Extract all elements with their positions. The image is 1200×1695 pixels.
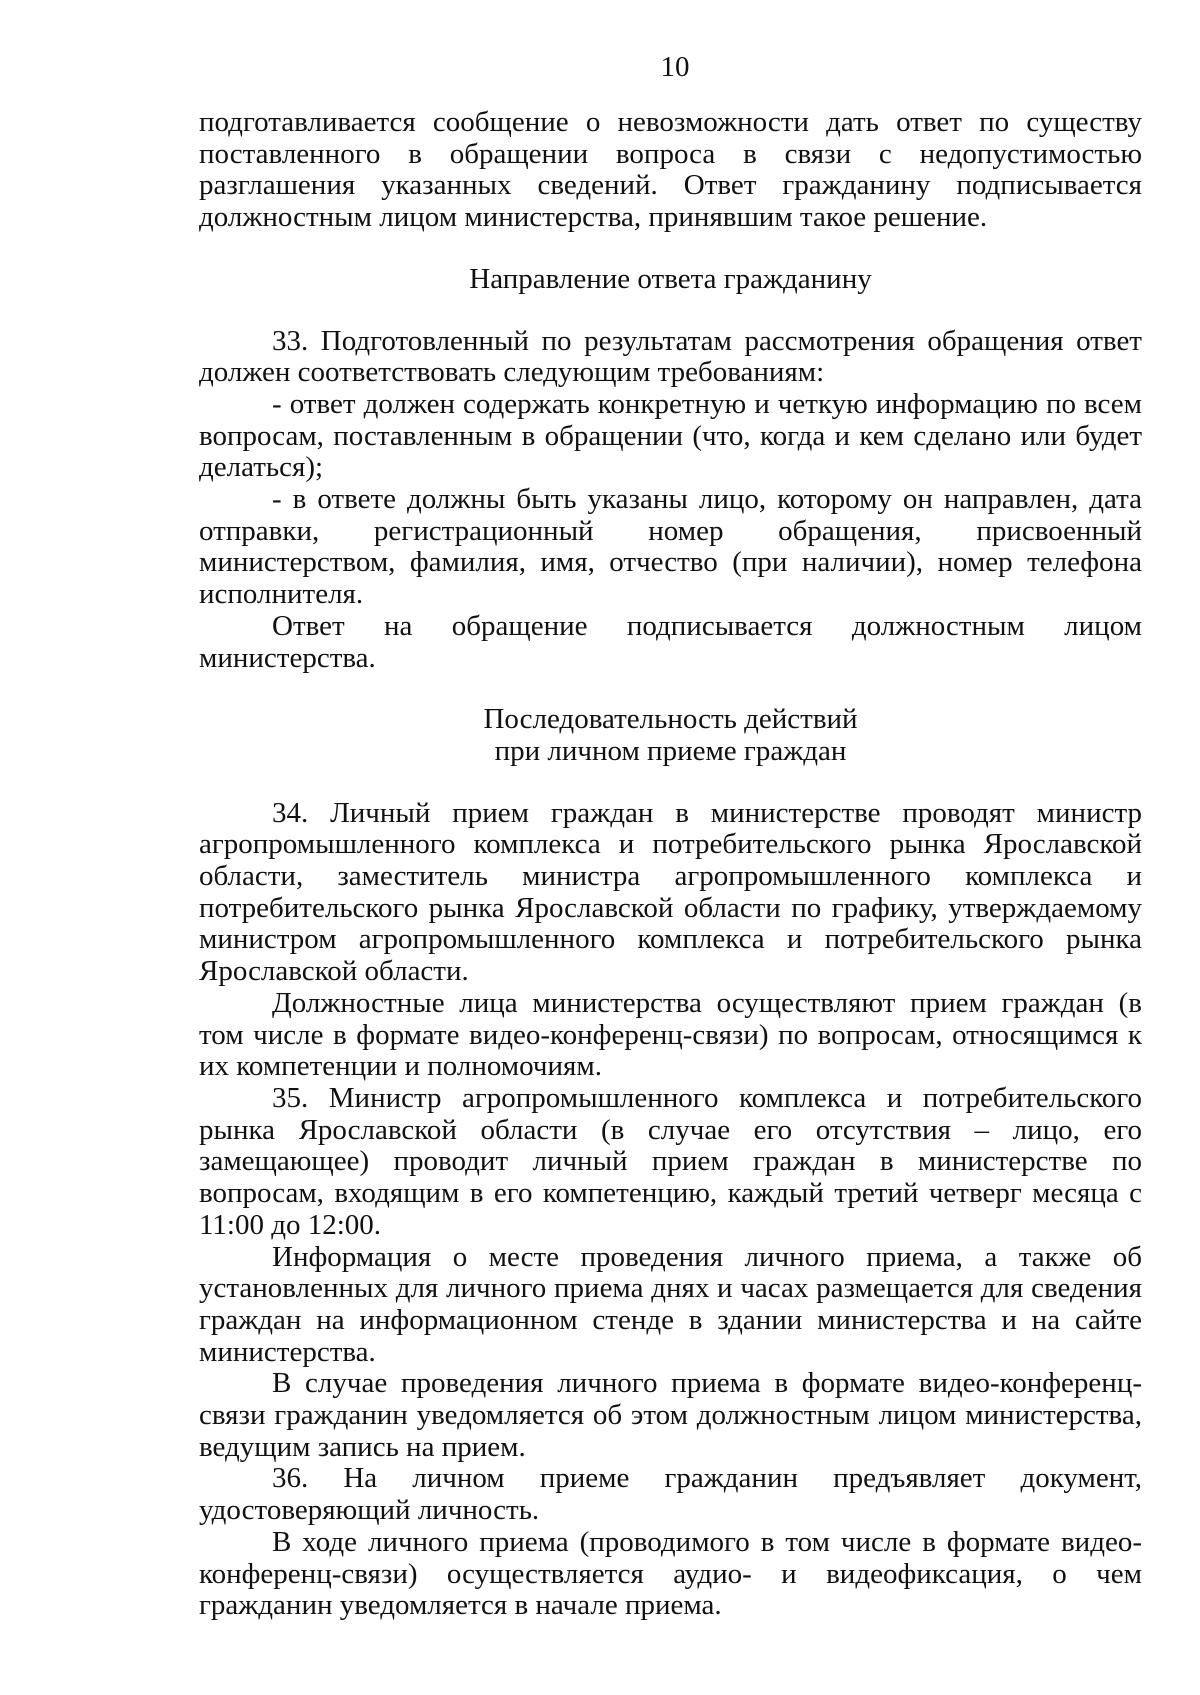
paragraph-33: 33. Подготовленный по результатам рассмотрения обращения ответ должен соответствовать следующим требованиям: <box>199 324 1142 389</box>
requirement-item-2: - в ответе должны быть указаны лицо, которому он направлен, дата отправки, регистрационный номер обращения, присвоенный министерством, фамилия, имя, отчество (при наличии), номер телефона исполнителя. <box>199 483 1142 611</box>
reception-info-paragraph: Информация о месте проведения личного приема, а также об установленных для личного приема днях и часах размещается для сведения граждан на информационном стенде в здании министерства и на сайте министерства. <box>199 1240 1142 1368</box>
signing-paragraph: Ответ на обращение подписывается должностным лицом министерства. <box>199 609 1142 674</box>
section-heading-response-delivery: Направление ответа гражданину <box>469 262 872 295</box>
paragraph-36: 36. На личном приеме гражданин предъявляет документ, удостоверяющий личность. <box>199 1462 1142 1527</box>
paragraph-34: 34. Личный прием граждан в министерстве проводят министр агропромышленного комплекса и потребительского рынка Ярославской области, заместитель министра агропромышленного комплекса и потребительского рынка Ярославской области по графику, утверждаемому министром агропромышленного комплекса и потребительского рынка Ярославской области. <box>199 796 1142 988</box>
requirement-item-1: - ответ должен содержать конкретную и четкую информацию по всем вопросам, поставленным в обращении (что, когда и кем сделано или будет делаться); <box>199 387 1142 484</box>
section-heading-personal-reception-line2: при личном приеме граждан <box>494 734 847 767</box>
officials-reception-paragraph: Должностные лица министерства осуществляют прием граждан (в том числе в формате видео-конференц-связи) по вопросам, относящимся к их компетенции и полномочиям. <box>199 986 1142 1083</box>
document-body <box>199 107 1142 1622</box>
page-number: 10 <box>660 51 690 83</box>
paragraph-35: 35. Министр агропромышленного комплекса и потребительского рынка Ярославской области (в случае его отсутствия – лицо, его замещающее) проводит личный прием граждан в министерстве по вопросам, входящим в его компетенцию, каждый третий четверг месяца с 11:00 до 12:00. <box>199 1081 1142 1241</box>
video-conference-paragraph: В случае проведения личного приема в формате видео-конференц-связи гражданин уведомляется об этом должностным лицом министерства, ведущим запись на прием. <box>199 1367 1142 1463</box>
recording-paragraph: В ходе личного приема (проводимого в том числе в формате видео-конференц-связи) осуществляется аудио- и видеофиксация, о чем гражданин уведомляется в начале приема. <box>199 1525 1142 1622</box>
intro-paragraph: подготавливается сообщение о невозможности дать ответ по существу поставленного в обращении вопроса в связи с недопустимостью разглашения указанных сведений. Ответ гражданину подписывается должностным лицом министерства, принявшим такое решение. <box>199 106 1142 234</box>
section-heading-personal-reception-line1: Последовательность действий <box>483 703 858 736</box>
